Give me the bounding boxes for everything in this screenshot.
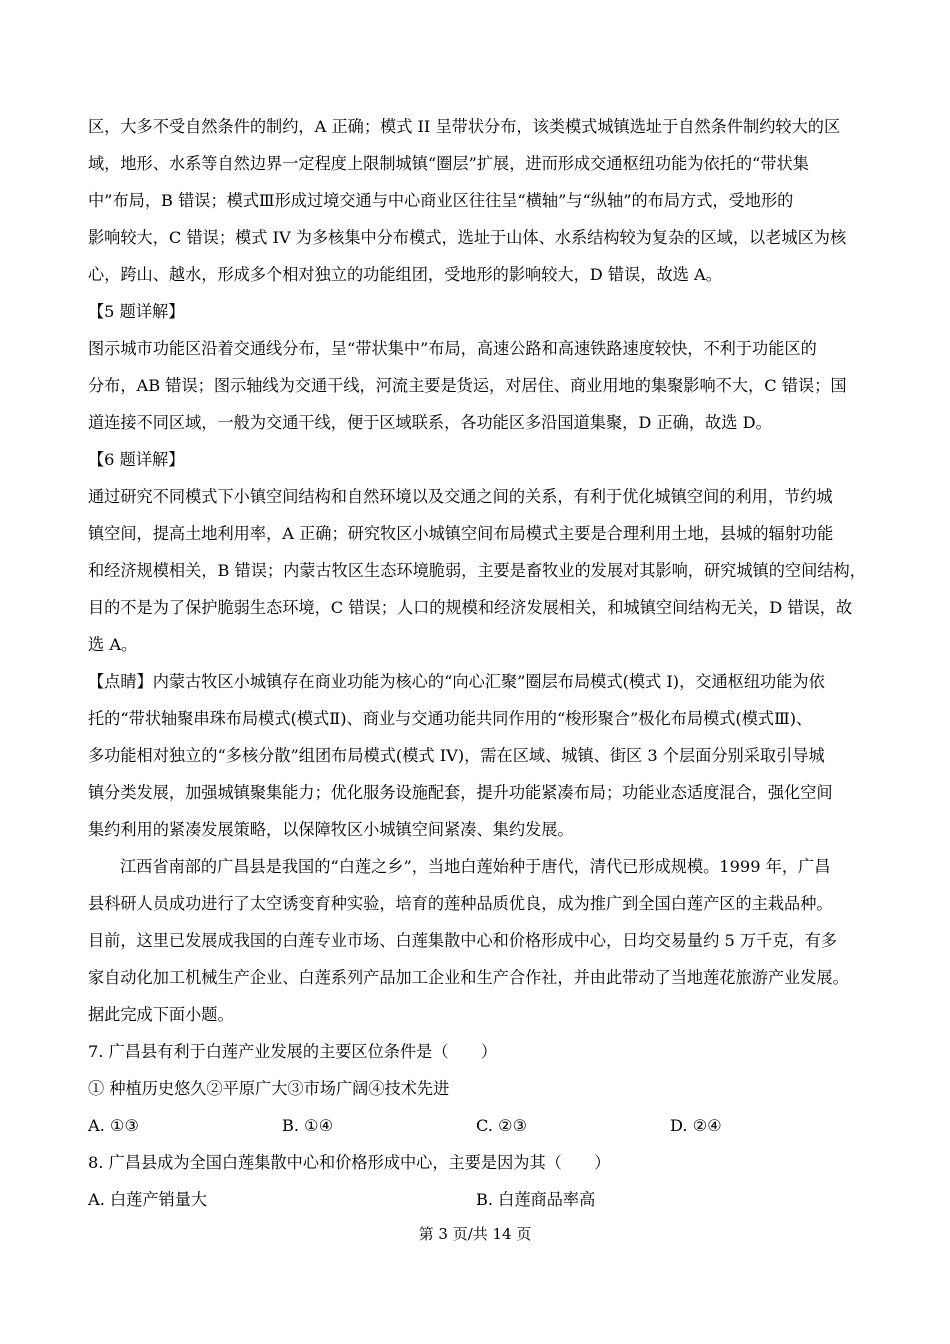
text-line: 县科研人员成功进行了太空诱变育种实验，培育的莲种品质优良，成为推广到全国白莲产区的主栽品种。: [88, 894, 833, 913]
q6-explanation: [88, 441, 874, 663]
text-line: 影响较大，C 错误；模式 IV 为多核集中分布模式，选址于山体、水系结构较为复杂的区域，以老城区为核: [88, 228, 847, 247]
text-line: 图示城市功能区沿着交通线分布，呈“带状集中”布局，高速公路和高速铁路速度较快，不利于功能区的: [88, 339, 817, 358]
text-line: 目前，这里已发展成我国的白莲专业市场、白莲集散中心和价格形成中心，日均交易量约 5 万千克，有多: [88, 931, 838, 950]
option-a[interactable]: A. ①③: [88, 1116, 140, 1135]
text-line: 镇分类发展，加强城镇聚集能力；优化服务设施配套，提升功能紧凑布局；功能业态适度混合，强化空间: [88, 783, 833, 802]
text-line: 江西省南部的广昌县是我国的“白莲之乡”，当地白莲始种于唐代，清代已形成规模。1999 年，广昌: [120, 857, 831, 876]
option-b[interactable]: B. ①④: [282, 1116, 334, 1135]
option-b[interactable]: B. 白莲商品率高: [476, 1190, 596, 1209]
text-line: 多功能相对独立的“多核分散”组团布局模式(模式 IV)，需在区域、城镇、街区 3 个层面分别采取引导城: [88, 746, 825, 765]
text-line: 集约利用的紧凑发展策略，以保障牧区小城镇空间紧凑、集约发展。: [88, 820, 574, 839]
text-line: 区，大多不受自然条件的制约，A 正确；模式 II 呈带状分布，该类模式城镇选址于自然条件制约较大的区: [88, 117, 841, 136]
option-a[interactable]: A. 白莲产销量大: [88, 1190, 208, 1209]
page-content: [88, 108, 874, 1218]
section-heading: 【5 题详解】: [88, 302, 185, 321]
dianjing-note: [88, 663, 874, 848]
text-line: 镇空间，提高土地利用率，A 正确；研究牧区小城镇空间布局模式主要是合理利用土地，县城的辐射功能: [88, 524, 834, 543]
option-d[interactable]: D. ②④: [670, 1116, 722, 1135]
question-8: [88, 1144, 874, 1218]
text-line: 托的“带状轴聚串珠布局模式(模式Ⅱ)、商业与交通功能共同作用的“梭形聚合”极化布局模式(模式Ⅲ)、: [88, 709, 813, 728]
page-number: 第 3 页/共 14 页: [418, 1225, 532, 1243]
text-line: 【点睛】内蒙古牧区小城镇存在商业功能为核心的“向心汇聚”圈层布局模式(模式 I)，交通枢纽功能为依: [88, 672, 825, 691]
question-stem: 7. 广昌县有利于白莲产业发展的主要区位条件是（ ）: [88, 1042, 498, 1061]
text-line: 目的不是为了保护脆弱生态环境，C 错误；人口的规模和经济发展相关，和城镇空间结构无关，D 错误，故: [88, 598, 853, 617]
text-line: 分布，AB 错误；图示轴线为交通干线，河流主要是货运，对居住、商业用地的集聚影响不大，C 错误；国: [88, 376, 847, 395]
text-line: 道连接不同区域，一般为交通干线，便于区域联系，各功能区多沿国道集聚，D 正确，故选 D。: [88, 413, 772, 432]
text-line: 据此完成下面小题。: [88, 1005, 234, 1024]
question-stem: 8. 广昌县成为全国白莲集散中心和价格形成中心，主要是因为其（ ）: [88, 1153, 611, 1172]
section-heading: 【6 题详解】: [88, 450, 185, 469]
text-line: 家自动化加工机械生产企业、白莲系列产品加工企业和生产合作社，并由此带动了当地莲花旅游产业发展。: [88, 968, 849, 987]
text-line: 选 A。: [88, 635, 138, 654]
prev-analysis: [88, 108, 874, 293]
text-line: 和经济规模相关，B 错误；内蒙古牧区生态环境脆弱，主要是畜牧业的发展对其影响，研究城镇的空间结构，: [88, 561, 866, 580]
option-c[interactable]: C. ②③: [476, 1116, 528, 1135]
question-7: [88, 1033, 874, 1144]
material-passage: [88, 848, 874, 1033]
text-line: 域，地形、水系等自然边界一定程度上限制城镇“圈层”扩展，进而形成交通枢纽功能为依托的“带状集: [88, 154, 809, 173]
text-line: 心，跨山、越水，形成多个相对独立的功能组团，受地形的影响较大，D 错误，故选 A。: [88, 265, 722, 284]
q5-explanation: [88, 293, 874, 441]
options-row: [88, 1181, 874, 1218]
text-line: 中”布局，B 错误；模式Ⅲ形成过境交通与中心商业区往往呈“横轴”与“纵轴”的布局方式，受地形的: [88, 191, 794, 210]
question-items: ① 种植历史悠久②平原广大③市场广阔④技术先进: [88, 1079, 450, 1098]
options-row: [88, 1107, 874, 1144]
text-line: 通过研究不同模式下小镇空间结构和自然环境以及交通之间的关系，有利于优化城镇空间的利用，节约城: [88, 487, 833, 506]
